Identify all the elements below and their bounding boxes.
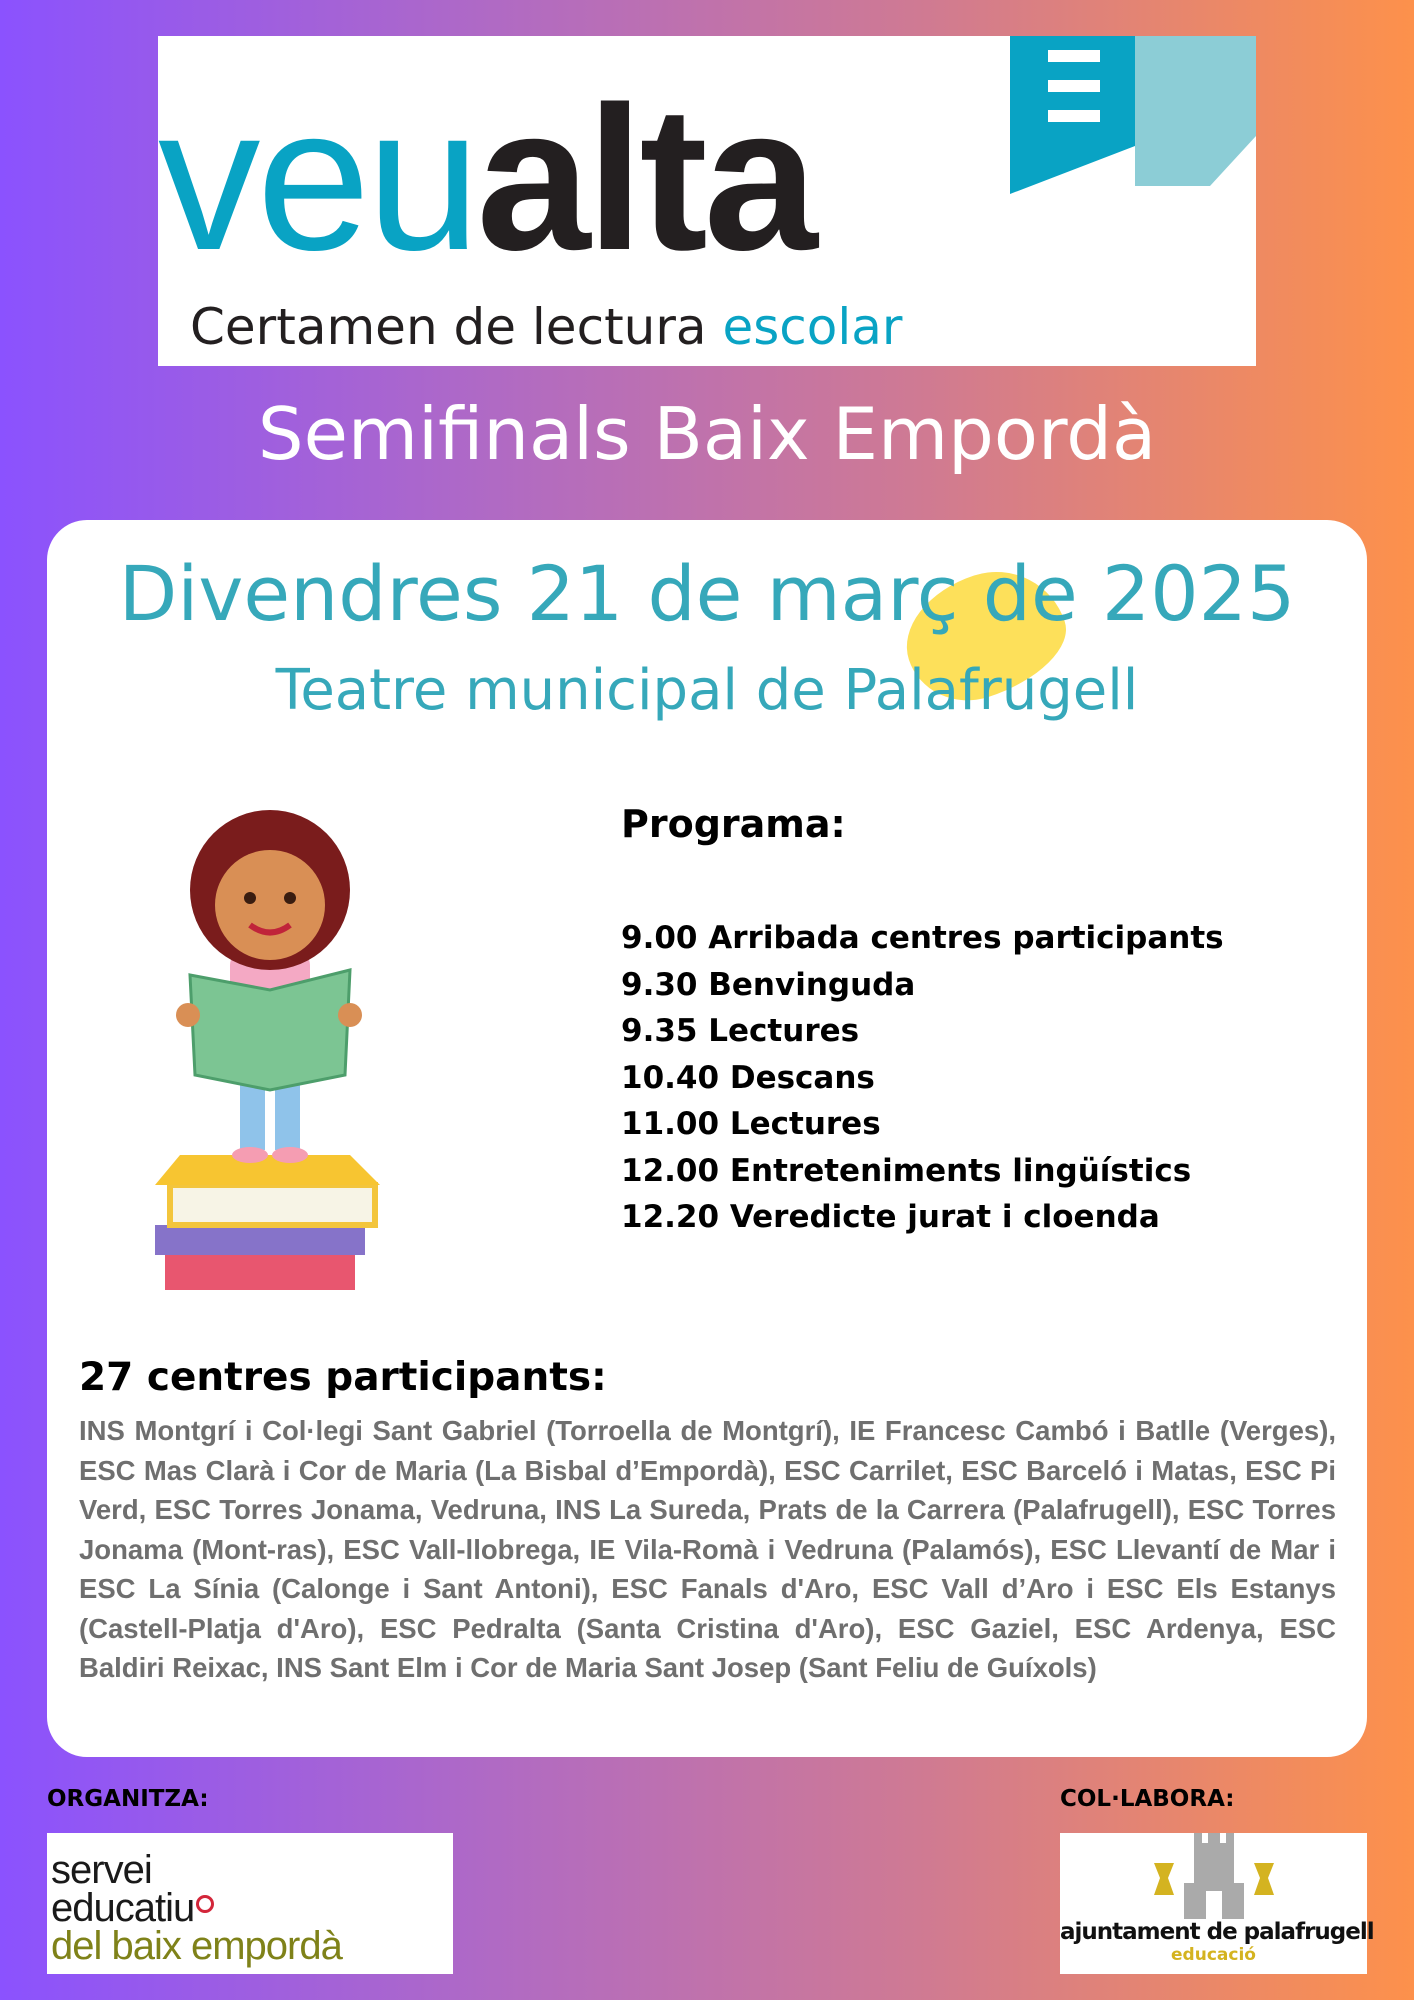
tower-icon [1144,1833,1284,1919]
program-item: 9.30 Benvinguda [621,966,916,1003]
target-icon [196,1895,214,1913]
program-heading: Programa: [621,802,846,846]
org-logo-line: del baix empordà [51,1924,342,1968]
program-item: 9.00 Arribada centres participants [621,920,1224,956]
girl-reading-books-illustration [150,800,410,1295]
logo-subtitle [190,298,902,356]
veualta-logo [158,36,1256,366]
col-logo-name: ajuntament de palafrugell [1060,1919,1374,1945]
ajuntament-palafrugell-logo [1060,1833,1374,1974]
program-item: 11.00 Lectures [621,1106,881,1142]
centres-list: INS Montgrí i Col·legi Sant Gabriel (Torroella de Montgrí), IE Francesc Cambó i Batlle (Verges), ESC Mas Clarà i Cor de Maria (La Bisbal d’Empordà), ESC Carrilet, ESC Barceló i Matas, ESC Pi Verd, ESC Torres Jonama, Vedruna, INS La Sureda, Prats de la Carrera (Palafrugell), ESC Torres Jonama (Mont-ras), ESC Vall-llobrega, IE Vila-Romà i Vedruna (Palamós), ESC Llevantí de Mar i ESC La Sínia (Calonge i Sant Antoni), ESC Fanals d'Aro, ESC Vall d’Aro i ESC Els Estanys (Castell-Platja d'Aro), ESC Pedralta (Santa Cristina d'Aro), ESC Gaziel, ESC Ardenya, ESC Baldiri Reixac, INS Sant Elm i Cor de Maria Sant Josep (Sant Feliu de Guíxols) [79,1415,1336,1683]
organitza-label: ORGANITZA: [47,1786,209,1812]
org-logo-line: educatiu [51,1886,195,1930]
logo-subtitle-b: escolar [722,298,903,356]
program-item: 10.40 Descans [621,1059,875,1096]
program-item: 12.20 Veredicte jurat i cloenda [621,1199,1160,1235]
program-list [621,915,1224,1241]
logo-veu: veu [158,64,477,293]
event-date: Divendres 21 de març de 2025 [118,549,1296,638]
program-item: 9.35 Lectures [621,1013,860,1049]
centres-heading: 27 centres participants: [79,1355,607,1400]
logo-alta: alta [476,64,814,293]
event-venue: Teatre municipal de Palafrugell [275,658,1139,723]
speech-bubble-icon [1010,36,1256,194]
collabora-label: COL·LABORA: [1060,1786,1235,1812]
logo-wordmark [158,64,814,293]
col-logo-sub: educació [1171,1945,1256,1965]
event-title: Semifinals Baix Empordà [257,392,1157,476]
logo-subtitle-a: Certamen de lectura [190,298,723,356]
program-item: 12.00 Entreteniments lingüístics [621,1152,1192,1189]
org-logo-line: servei [51,1848,152,1892]
org-logo-line-wrap [47,1886,453,1930]
servei-educatiu-logo [47,1833,453,1974]
